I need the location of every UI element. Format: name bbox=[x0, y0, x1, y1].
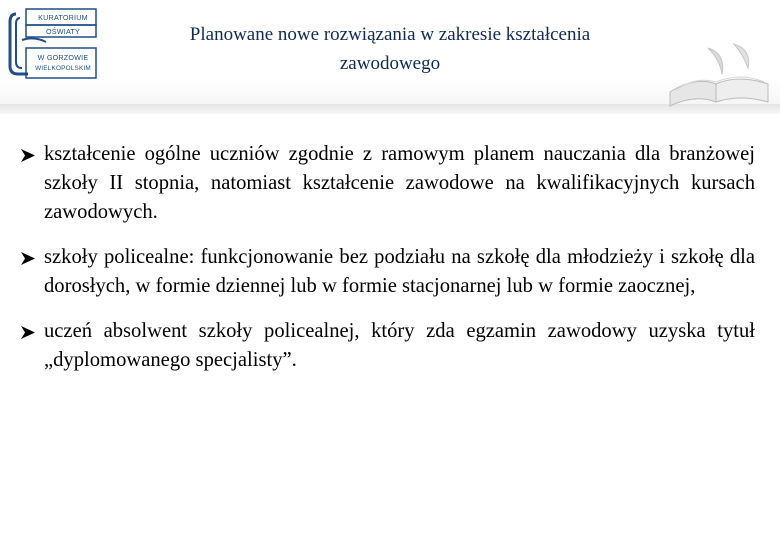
arrow-bullet-icon bbox=[20, 252, 36, 265]
logo-line-2: OŚWIATY bbox=[45, 27, 80, 36]
bullet-list bbox=[20, 140, 755, 424]
open-book-icon bbox=[650, 40, 775, 108]
bullet-text: uczeń absolwent szkoły policealnej, który zda egzamin zawodowy uzyska tytuł „dyplomowanego specjalisty”. bbox=[44, 320, 755, 371]
bullet-item bbox=[20, 140, 755, 227]
logo-line-4: WIELKOPOLSKIM bbox=[35, 65, 91, 72]
bullet-text: szkoły policealne: funkcjonowanie bez podziału na szkołę dla młodzieży i szkołę dla dorosłych, w formie dziennej lub w formie stacjonarnej lub w formie zaocznej, bbox=[44, 246, 755, 297]
logo-line-1: KURATORIUM bbox=[38, 13, 88, 22]
slide-blank-area bbox=[0, 424, 780, 540]
kuratorium-logo bbox=[4, 6, 98, 80]
logo-line-3: W GORZOWIE bbox=[37, 53, 89, 62]
bullet-item bbox=[20, 243, 755, 301]
bullet-text: kształcenie ogólne uczniów zgodnie z ramowym planem nauczania dla branżowej szkoły II stopnia, natomiast kształcenie zawodowe na kwalifikacyjnych kursach zawodowych. bbox=[44, 143, 755, 223]
arrow-bullet-icon bbox=[20, 149, 36, 162]
slide-title: Planowane nowe rozwiązania w zakresie kształcenia zawodowego bbox=[189, 24, 591, 74]
arrow-bullet-icon bbox=[20, 326, 36, 339]
bullet-item bbox=[20, 317, 755, 375]
